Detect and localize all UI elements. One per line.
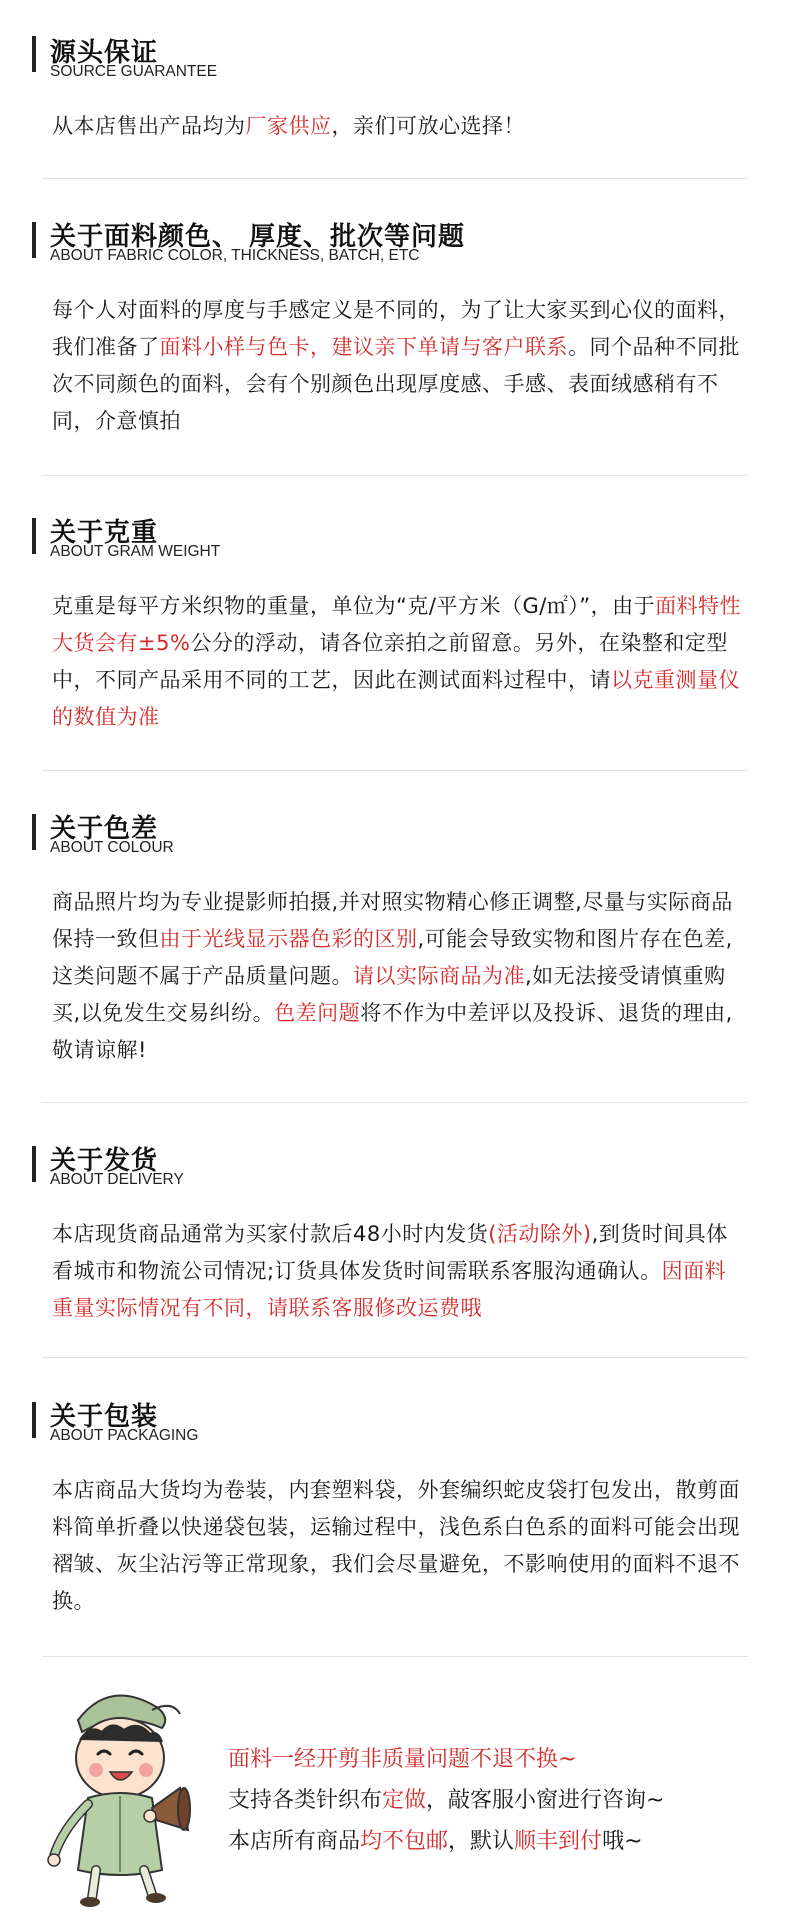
section-title: 关于面料颜色、 厚度、批次等问题 <box>50 222 466 252</box>
section-subtitle: ABOUT PACKAGING <box>50 1427 199 1444</box>
section-title: 关于发货 <box>50 1146 159 1176</box>
text-run: 将不作为中差评以及投诉、退货的理由,敬请谅解! <box>52 1001 733 1062</box>
highlight-text: 均不包邮 <box>360 1829 449 1854</box>
text-run: ，敲客服小窗进行咨询~ <box>426 1788 665 1813</box>
section-body <box>52 884 742 1069</box>
section-body <box>52 1216 742 1327</box>
text-run: 支持各类针织布 <box>228 1788 383 1813</box>
title-bar <box>32 1146 36 1182</box>
title-bar <box>32 1402 36 1438</box>
section-divider <box>42 178 748 179</box>
title-bar <box>32 814 36 850</box>
text-run: ,到货时间具体看城市和物流公司情况;订货具体发货时间需联系客服沟通确认。 <box>52 1222 728 1283</box>
section-subtitle: ABOUT GRAM WEIGHT <box>50 543 221 560</box>
text-run: 。同个品种不同批次不同颜色的面料，会有个别颜色出现厚度感、手感、表面绒感稍有不同，介意慎拍 <box>52 335 740 433</box>
section-divider <box>42 1102 748 1103</box>
section-body <box>52 292 742 440</box>
section-subtitle: ABOUT DELIVERY <box>50 1171 184 1188</box>
section-divider <box>42 1656 748 1657</box>
text-run: ，默认 <box>448 1829 515 1854</box>
highlight-text: 以克重测量仪的数值为准 <box>52 668 740 729</box>
text-run: 商品照片均为专业提影师拍摄,并对照实物精心修正调整,尽量与实际商品保持一致但 <box>52 890 733 951</box>
section-title: 源头保证 <box>50 38 159 68</box>
section-title: 关于包装 <box>50 1402 159 1432</box>
highlight-text: 面料一经开剪非质量问题不退不换~ <box>228 1747 577 1772</box>
footer-mascot <box>40 1680 205 1910</box>
cartoon-boy-with-megaphone-icon <box>40 1680 205 1910</box>
highlight-text: 请以实际商品为准 <box>353 964 525 988</box>
highlight-text: (活动除外) <box>488 1222 592 1246</box>
text-run: 哦~ <box>602 1829 643 1854</box>
highlight-text: 面料小样与色卡，建议亲下单请与客户联系 <box>159 335 568 359</box>
section-title: 关于色差 <box>50 814 159 844</box>
highlight-text: 厂家供应 <box>245 114 332 138</box>
highlight-text: 因面料重量实际情况有不同，请联系客服修改运费哦 <box>52 1259 727 1320</box>
footer-line-custom-order <box>228 1786 664 1816</box>
section-body <box>52 1472 742 1620</box>
section-body <box>52 108 742 145</box>
section-divider <box>42 1357 748 1358</box>
footer-line-no-return <box>228 1745 576 1775</box>
section-body <box>52 588 742 736</box>
footer-line-shipping <box>228 1827 643 1857</box>
text-run: ,可能会导致实物和图片存在色差,这类问题不属于产品质量问题。 <box>52 927 733 988</box>
text-run: ,如无法接受请慎重购买,以免发生交易纠纷。 <box>52 964 726 1025</box>
section-subtitle: ABOUT FABRIC COLOR, THICKNESS, BATCH, ETC <box>50 247 420 264</box>
text-run: 本店现货商品通常为买家付款后48小时内发货 <box>52 1222 489 1246</box>
text-run: 每个人对面料的厚度与手感定义是不同的，为了让大家买到心仪的面料，我们准备了 <box>52 298 740 359</box>
highlight-text: 由于光线显示器色彩的区别 <box>159 927 418 951</box>
text-run: 克重是每平方米织物的重量，单位为“克/平方米（G/㎡）”，由于 <box>52 594 656 618</box>
highlight-text: 面料特性大货会有±5% <box>52 594 742 655</box>
title-bar <box>32 36 36 72</box>
title-bar <box>32 222 36 258</box>
text-run: 本店所有商品 <box>228 1829 361 1854</box>
text-run: ，亲们可放心选择！ <box>331 114 525 138</box>
section-divider <box>42 475 748 476</box>
text-run: 公分的浮动，请各位亲拍之前留意。另外，在染整和定型中，不同产品采用不同的工艺，因此在测试面料过程中，请 <box>52 631 728 692</box>
text-run: 本店商品大货均为卷装，内套塑料袋，外套编织蛇皮袋打包发出，散剪面料简单折叠以快递袋包装，运输过程中，浅色系白色系的面料可能会出现褶皱、灰尘沾污等正常现象，我们会尽量避免，不影响使用的面料不退不换。 <box>52 1478 740 1613</box>
section-title: 关于克重 <box>50 518 159 548</box>
highlight-text: 色差问题 <box>274 1001 361 1025</box>
title-bar <box>32 518 36 554</box>
highlight-text: 定做 <box>382 1788 427 1813</box>
section-subtitle: SOURCE GUARANTEE <box>50 63 218 80</box>
section-divider <box>42 770 748 771</box>
text-run: 从本店售出产品均为 <box>52 114 246 138</box>
section-subtitle: ABOUT COLOUR <box>50 839 174 856</box>
highlight-text: 顺丰到付 <box>514 1829 603 1854</box>
